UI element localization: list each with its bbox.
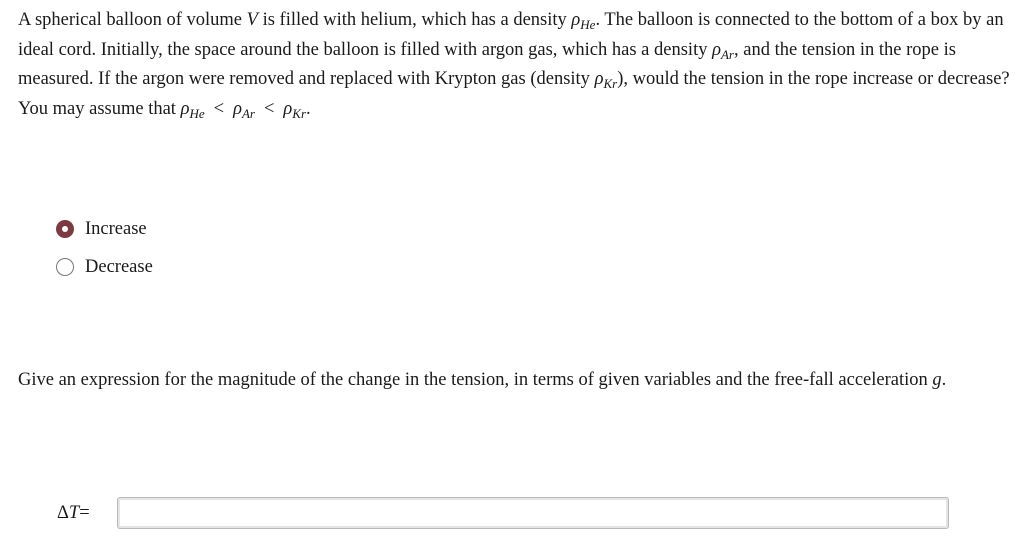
option-label-decrease[interactable]: Decrease: [85, 256, 153, 277]
answer-row: [57, 497, 949, 529]
question-text: A spherical balloon of volume V is filled with helium, which has a density $\rho_{He}$. The balloon is connected to the bottom of a box by an ideal cord. Initially, the space around the balloon is filled with argon gas, which has a density $\rho_{Ar}$, and the tension in the rope is measured. If the argon were removed and replaced with Krypton gas (density $\rho_{Kr}$), would the tension in the rope increase or decrease? You may assume that $\rho_{He} < \rho_{Ar} < \rho_{Kr}$.: [18, 10, 1010, 121]
option-label-increase[interactable]: Increase: [85, 218, 147, 239]
rho-ar: $\rho_{Ar}$: [712, 39, 734, 62]
rho-kr: $\rho_{Kr}$: [594, 69, 618, 91]
radio-increase[interactable]: [56, 220, 74, 238]
density-inequality: $\rho_{He} < \rho_{Ar} < \rho_{Kr}$: [180, 98, 307, 121]
radio-decrease[interactable]: [56, 258, 74, 276]
delta-t-label: ΔT=: [57, 502, 90, 523]
answer-options: [56, 210, 153, 286]
option-decrease[interactable]: [56, 248, 153, 286]
var-g: g: [932, 370, 942, 390]
part2-question-text: Give an expression for the magnitude of the change in the tension, in terms of given variables and the free-fall acceleration g.: [18, 370, 947, 390]
option-increase[interactable]: [56, 210, 153, 248]
rho-he: $\rho_{He}$: [571, 10, 596, 32]
var-v: V: [246, 10, 258, 30]
delta-t-input[interactable]: [117, 497, 949, 529]
